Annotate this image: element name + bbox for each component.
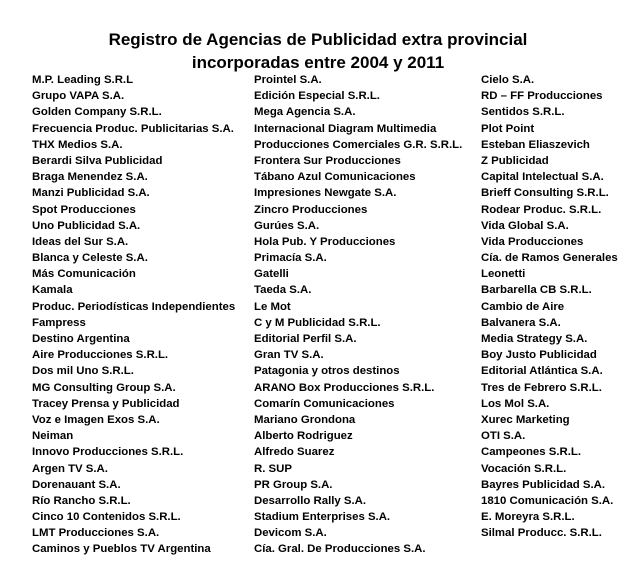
agency-name: Xurec Marketing	[481, 413, 570, 426]
agency-name: Produc. Periodísticas Independientes	[32, 300, 236, 313]
agency-name: Hola Pub. Y Producciones	[254, 235, 396, 248]
agency-name: Dos mil Uno S.R.L.	[32, 365, 134, 378]
agency-column-2	[254, 72, 480, 558]
agency-name: Boy Justo Publicidad	[481, 349, 597, 362]
agency-name: Braga Menendez S.A.	[32, 171, 148, 184]
agency-name: Bayres Publicidad S.A.	[481, 478, 606, 491]
agency-name: Frecuencia Produc. Publicitarias S.A.	[32, 122, 234, 135]
agency-name: Ideas del Sur S.A.	[32, 235, 129, 248]
agency-name: Manzi Publicidad S.A.	[32, 187, 150, 200]
agency-name: Desarrollo Rally S.A.	[254, 494, 367, 507]
agency-name: Devicom S.A.	[254, 527, 327, 540]
agency-name: Prointel S.A.	[254, 74, 322, 86]
agency-name: Gatelli	[254, 268, 289, 281]
agency-name: Más Comunicación	[32, 268, 136, 281]
agency-name: Innovo Producciones S.R.L.	[32, 446, 184, 459]
agency-name: Aire Producciones S.R.L.	[32, 349, 169, 362]
agency-name: Sentidos S.R.L.	[481, 106, 565, 119]
agency-name: Edición Especial S.R.L.	[254, 90, 380, 103]
agency-column-1	[32, 72, 254, 558]
agency-name: Voz e Imagen Exos S.A.	[32, 413, 160, 426]
agency-name: Vida Producciones	[481, 235, 584, 248]
agency-name: Mariano Grondona	[254, 413, 356, 426]
agency-name: Cía. de Ramos Generales	[481, 252, 618, 265]
agency-name: 1810 Comunicación S.A.	[481, 494, 614, 507]
agency-name: Golden Company S.R.L.	[32, 106, 162, 119]
agency-name: R. SUP	[254, 462, 292, 475]
agency-name: Vocación S.R.L.	[481, 462, 567, 475]
agency-name: Leonetti	[481, 268, 526, 281]
agency-name: Le Mot	[254, 300, 291, 313]
agency-name: Río Rancho S.R.L.	[32, 494, 131, 507]
agency-name: Blanca y Celeste S.A.	[32, 252, 148, 265]
agency-name: E. Moreyra S.R.L.	[481, 511, 575, 524]
agency-name: C y M Publicidad S.R.L.	[254, 316, 381, 329]
agency-name: THX Medios S.A.	[32, 138, 123, 151]
agency-name: Z Publicidad	[481, 154, 549, 167]
title-line-2: incorporadas entre 2004 y 2011	[191, 53, 445, 72]
agency-name: Caminos y Pueblos TV Argentina	[32, 543, 211, 556]
agency-name: Tracey Prensa y Publicidad	[32, 397, 180, 410]
document-title	[0, 28, 636, 74]
agency-name: Destino Argentina	[32, 333, 130, 345]
agency-name: M.P. Leading S.R.L	[32, 74, 134, 86]
agency-name: Plot Point	[481, 122, 535, 135]
agency-name: Uno Publicidad S.A.	[32, 219, 141, 232]
agency-name: Fampress	[32, 316, 86, 329]
agency-name: Alfredo Suarez	[254, 446, 335, 459]
agency-name: Capital Intelectual S.A.	[481, 171, 604, 184]
agency-name: LMT Producciones S.A.	[32, 527, 160, 540]
agency-name: ARANO Box Producciones S.R.L.	[254, 381, 435, 394]
agency-name: Gurúes S.A.	[254, 219, 320, 232]
agency-name: Dorenauant S.A.	[32, 478, 121, 491]
agency-name: Editorial Atlántica S.A.	[481, 365, 603, 378]
agency-name: Gran TV S.A.	[254, 349, 324, 362]
agency-name: Campeones S.R.L.	[481, 446, 582, 459]
agency-name: Balvanera S.A.	[481, 316, 561, 329]
agency-name: Cambio de Aire	[481, 300, 565, 313]
agency-name: Mega Agencia S.A.	[254, 106, 356, 119]
agency-name: Editorial Perfil S.A.	[254, 333, 357, 345]
agency-name: RD – FF Producciones	[481, 90, 603, 103]
agency-name: Frontera Sur Producciones	[254, 154, 401, 167]
agency-name: Taeda S.A.	[254, 284, 312, 297]
agency-name: Spot Producciones	[32, 203, 136, 216]
agency-name: Zincro Producciones	[254, 203, 368, 216]
agency-name: Vida Global S.A.	[481, 219, 569, 232]
agency-name: Rodear Produc. S.R.L.	[481, 203, 602, 216]
agency-name: Kamala	[32, 284, 73, 297]
agency-name: Cía. Gral. De Producciones S.A.	[254, 543, 426, 556]
agency-name: Barbarella CB S.R.L.	[481, 284, 592, 297]
agency-name: Silmal Producc. S.R.L.	[481, 527, 602, 540]
agency-name: Grupo VAPA S.A.	[32, 90, 125, 103]
agency-name: OTI S.A.	[481, 430, 526, 443]
agency-name: Producciones Comerciales G.R. S.R.L.	[254, 138, 463, 151]
agency-name: Cielo S.A.	[481, 74, 535, 86]
agency-name: Patagonia y otros destinos	[254, 365, 400, 378]
agency-name: MG Consulting Group S.A.	[32, 381, 176, 394]
agency-name: Stadium Enterprises S.A.	[254, 511, 391, 524]
agency-name: Tábano Azul Comunicaciones	[254, 171, 416, 184]
agency-name: Impresiones Newgate S.A.	[254, 187, 397, 200]
agency-name: Brieff Consulting S.R.L.	[481, 187, 609, 200]
agency-name: Tres de Febrero S.R.L.	[481, 381, 602, 394]
agency-column-3	[481, 72, 631, 541]
agency-name: PR Group S.A.	[254, 478, 333, 491]
agency-name: Alberto Rodriguez	[254, 430, 353, 443]
agency-name: Esteban Eliaszevich	[481, 138, 590, 151]
agency-name: Primacía S.A.	[254, 252, 327, 265]
agency-name: Cinco 10 Contenidos S.R.L.	[32, 511, 181, 524]
agency-name: Berardi Silva Publicidad	[32, 154, 163, 167]
agency-name: Media Strategy S.A.	[481, 333, 588, 345]
agency-name: Neiman	[32, 430, 74, 443]
agency-name: Comarín Comunicaciones	[254, 397, 395, 410]
agency-name: Los Mol S.A.	[481, 397, 550, 410]
title-line-1: Registro de Agencias de Publicidad extra provincial	[108, 30, 528, 49]
agency-name: Argen TV S.A.	[32, 462, 108, 475]
agency-name: Internacional Diagram Multimedia	[254, 122, 437, 135]
